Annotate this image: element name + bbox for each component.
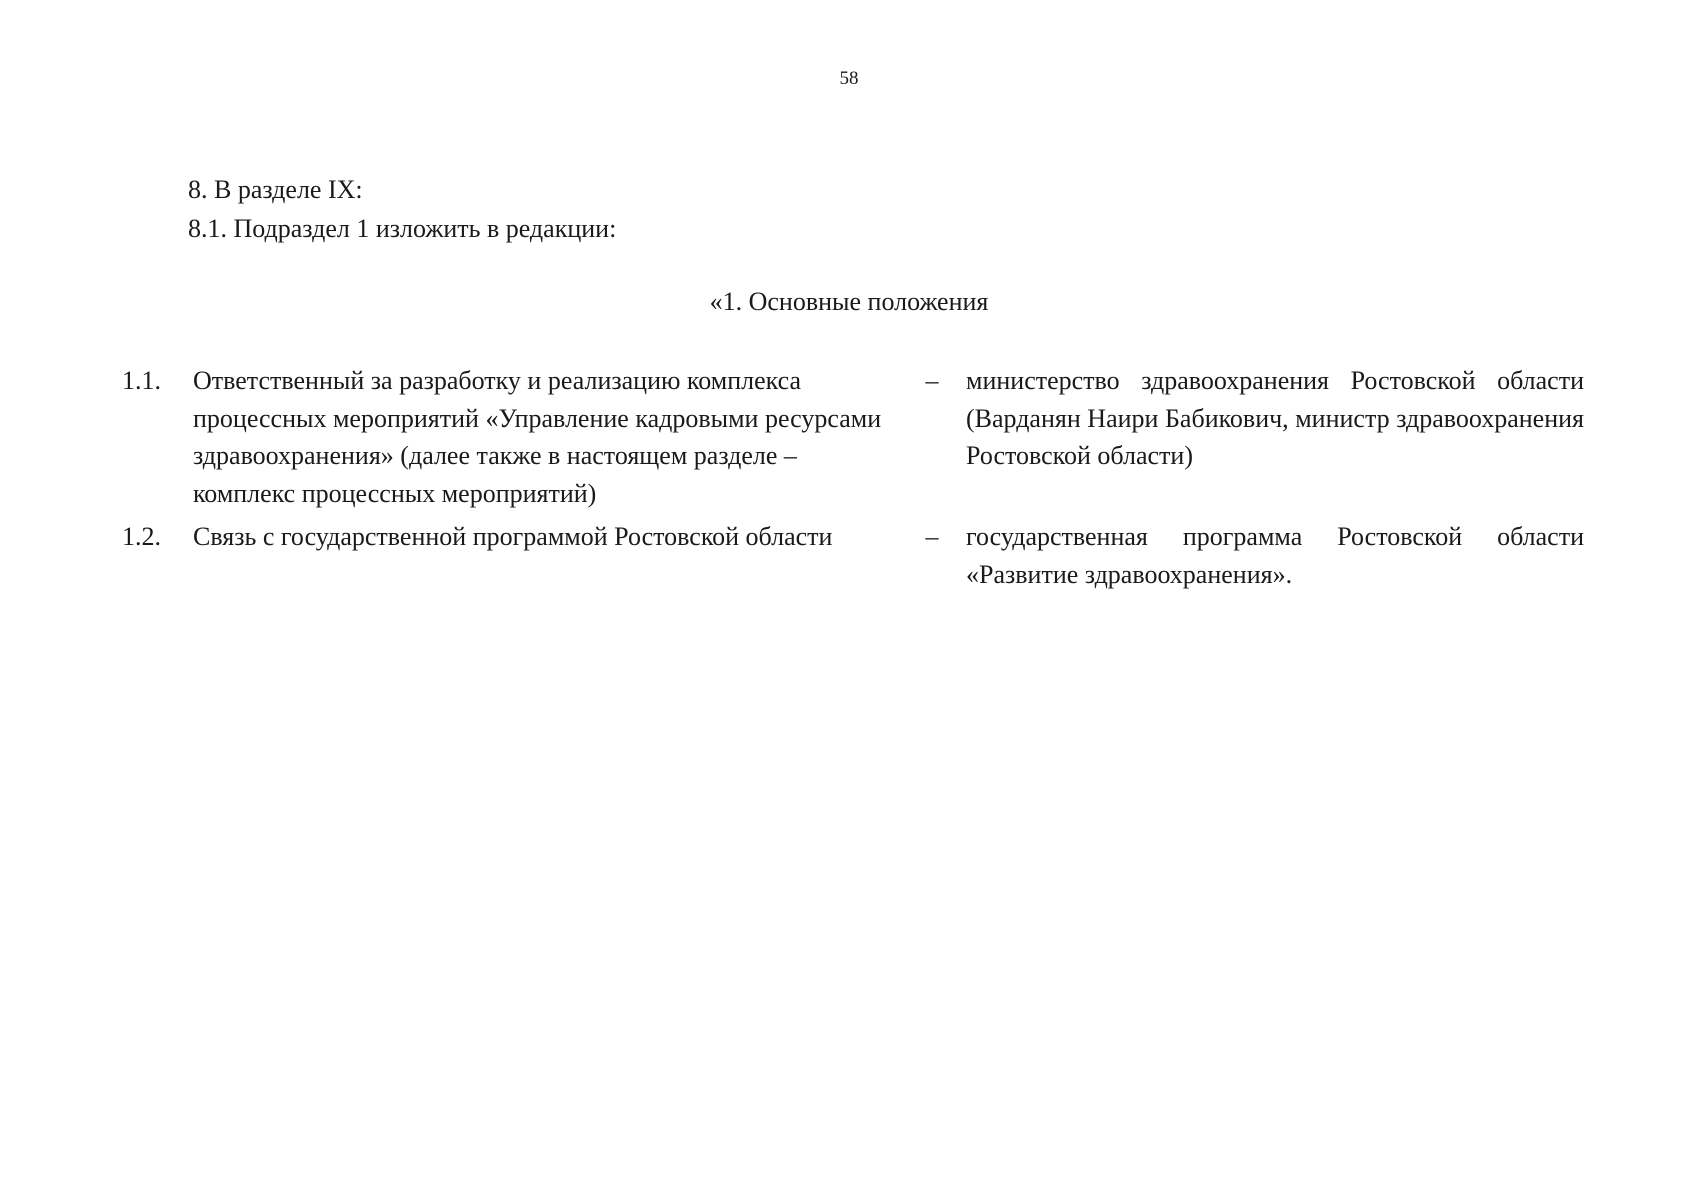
- page-number: 58: [839, 68, 859, 89]
- row-value: министерство здравоохранения Ростовской области (Варданян Наири Бабикович, министр здравоохранения Ростовской области): [966, 366, 1584, 470]
- row-label: Ответственный за разработку и реализацию комплекса процессных мероприятий «Управление кадровыми ресурсами здравоохранения» (далее также в настоящем разделе – комплекс процессных мероприятий): [193, 366, 882, 508]
- row-label: Связь с государственной программой Ростовской области: [193, 522, 833, 551]
- row-dash: –: [925, 522, 939, 551]
- row-value: государственная программа Ростовской области «Развитие здравоохранения».: [966, 522, 1584, 589]
- row-number: 1.1.: [122, 366, 161, 395]
- section-title: «1. Основные положения: [709, 287, 989, 316]
- intro-line-subsection: 8.1. Подраздел 1 изложить в редакции:: [188, 214, 617, 243]
- row-dash: –: [925, 366, 939, 395]
- row-number: 1.2.: [122, 522, 161, 551]
- intro-line-section: 8. В разделе IX:: [188, 175, 363, 204]
